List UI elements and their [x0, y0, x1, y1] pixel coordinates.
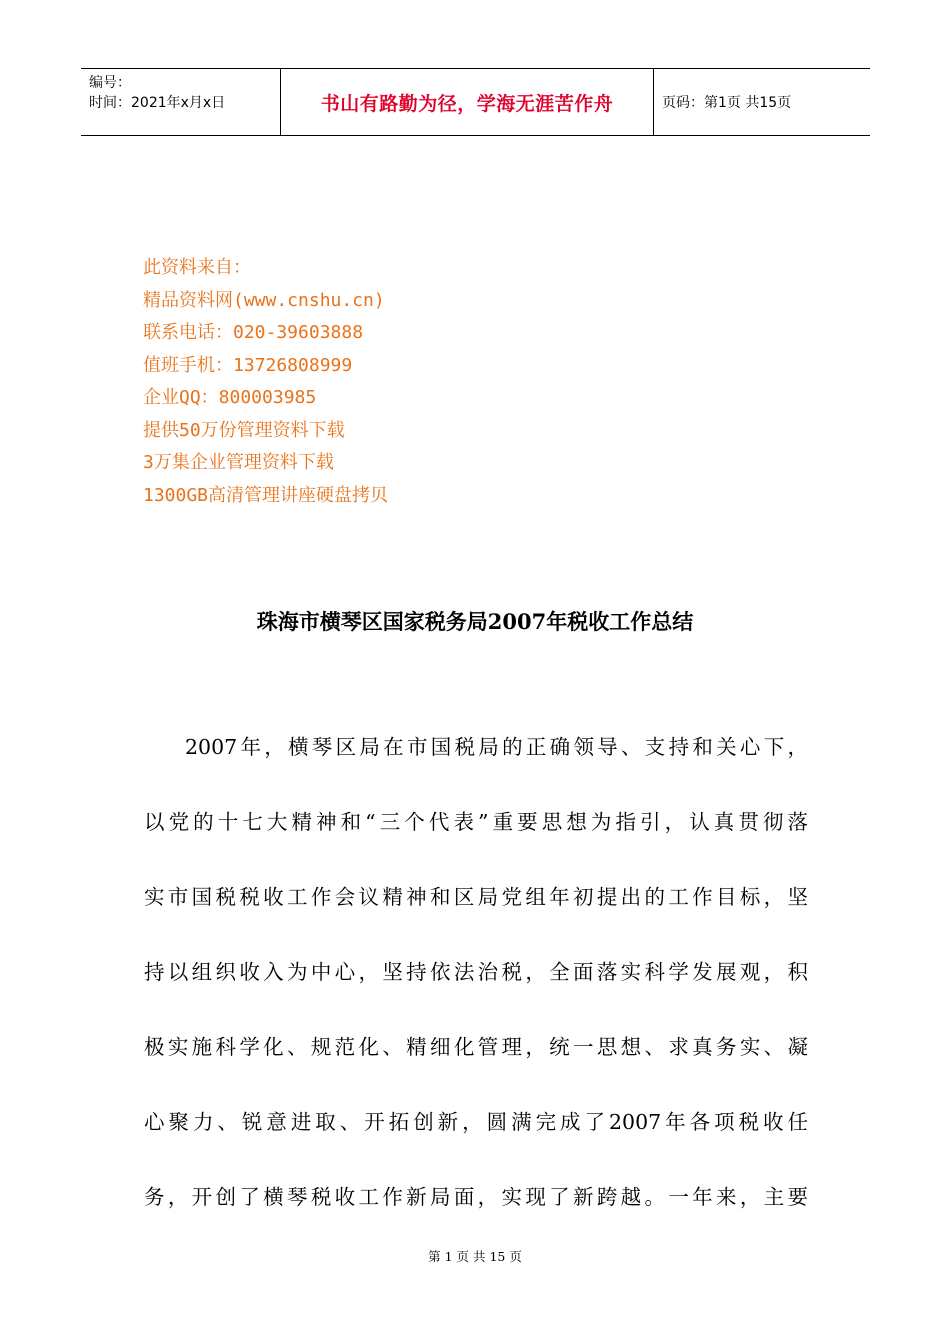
page-footer: 第 1 页 共 15 页: [428, 1249, 522, 1264]
promo-line: 企业QQ：800003985: [143, 387, 317, 408]
promo-line: 提供50万份管理资料下载: [143, 419, 345, 441]
body-line: 极实施科学化、规范化、精细化管理，统一思想、求真务实、凝: [144, 1035, 808, 1059]
body-line: 以党的十七大精神和“三个代表”重要思想为指引，认真贯彻落: [144, 810, 808, 834]
date-label: 时间：2021年x月x日: [89, 95, 226, 111]
header-info-cell: [81, 69, 281, 135]
promo-line: 1300GB高清管理讲座硬盘拷贝: [143, 484, 389, 506]
motto-text: 书山有路勤为径，学海无涯苦作舟: [320, 92, 614, 115]
promo-line: 联系电话：020-39603888: [143, 322, 364, 343]
motto-cell: [281, 69, 654, 135]
header-table: [81, 68, 870, 136]
document-body: [144, 722, 808, 1247]
number-label: 编号：: [89, 75, 131, 91]
promo-line: 3万集企业管理资料下载: [143, 452, 334, 473]
promo-block: [143, 252, 388, 512]
body-line: 实市国税税收工作会议精神和区局党组年初提出的工作目标，坚: [144, 885, 808, 909]
body-line: 心聚力、锐意进取、开拓创新，圆满完成了2007年各项税收任: [144, 1110, 808, 1134]
document-title: 珠海市横琴区国家税务局2007年税收工作总结: [256, 609, 694, 634]
promo-line: 此资料来自：: [143, 257, 251, 278]
body-line: 持以组织收入为中心，坚持依法治税，全面落实科学发展观，积: [144, 960, 808, 984]
page-info-cell: [654, 69, 870, 135]
body-line: 务，开创了横琴税收工作新局面，实现了新跨越。一年来，主要: [144, 1185, 808, 1209]
page-info-text: 页码：第1页 共15页: [662, 95, 792, 111]
promo-line: 值班手机：13726808999: [143, 354, 353, 376]
body-line: 2007年，横琴区局在市国税局的正确领导、支持和关心下，: [185, 735, 808, 759]
promo-line: 精品资料网(www.cnshu.cn): [143, 289, 385, 311]
